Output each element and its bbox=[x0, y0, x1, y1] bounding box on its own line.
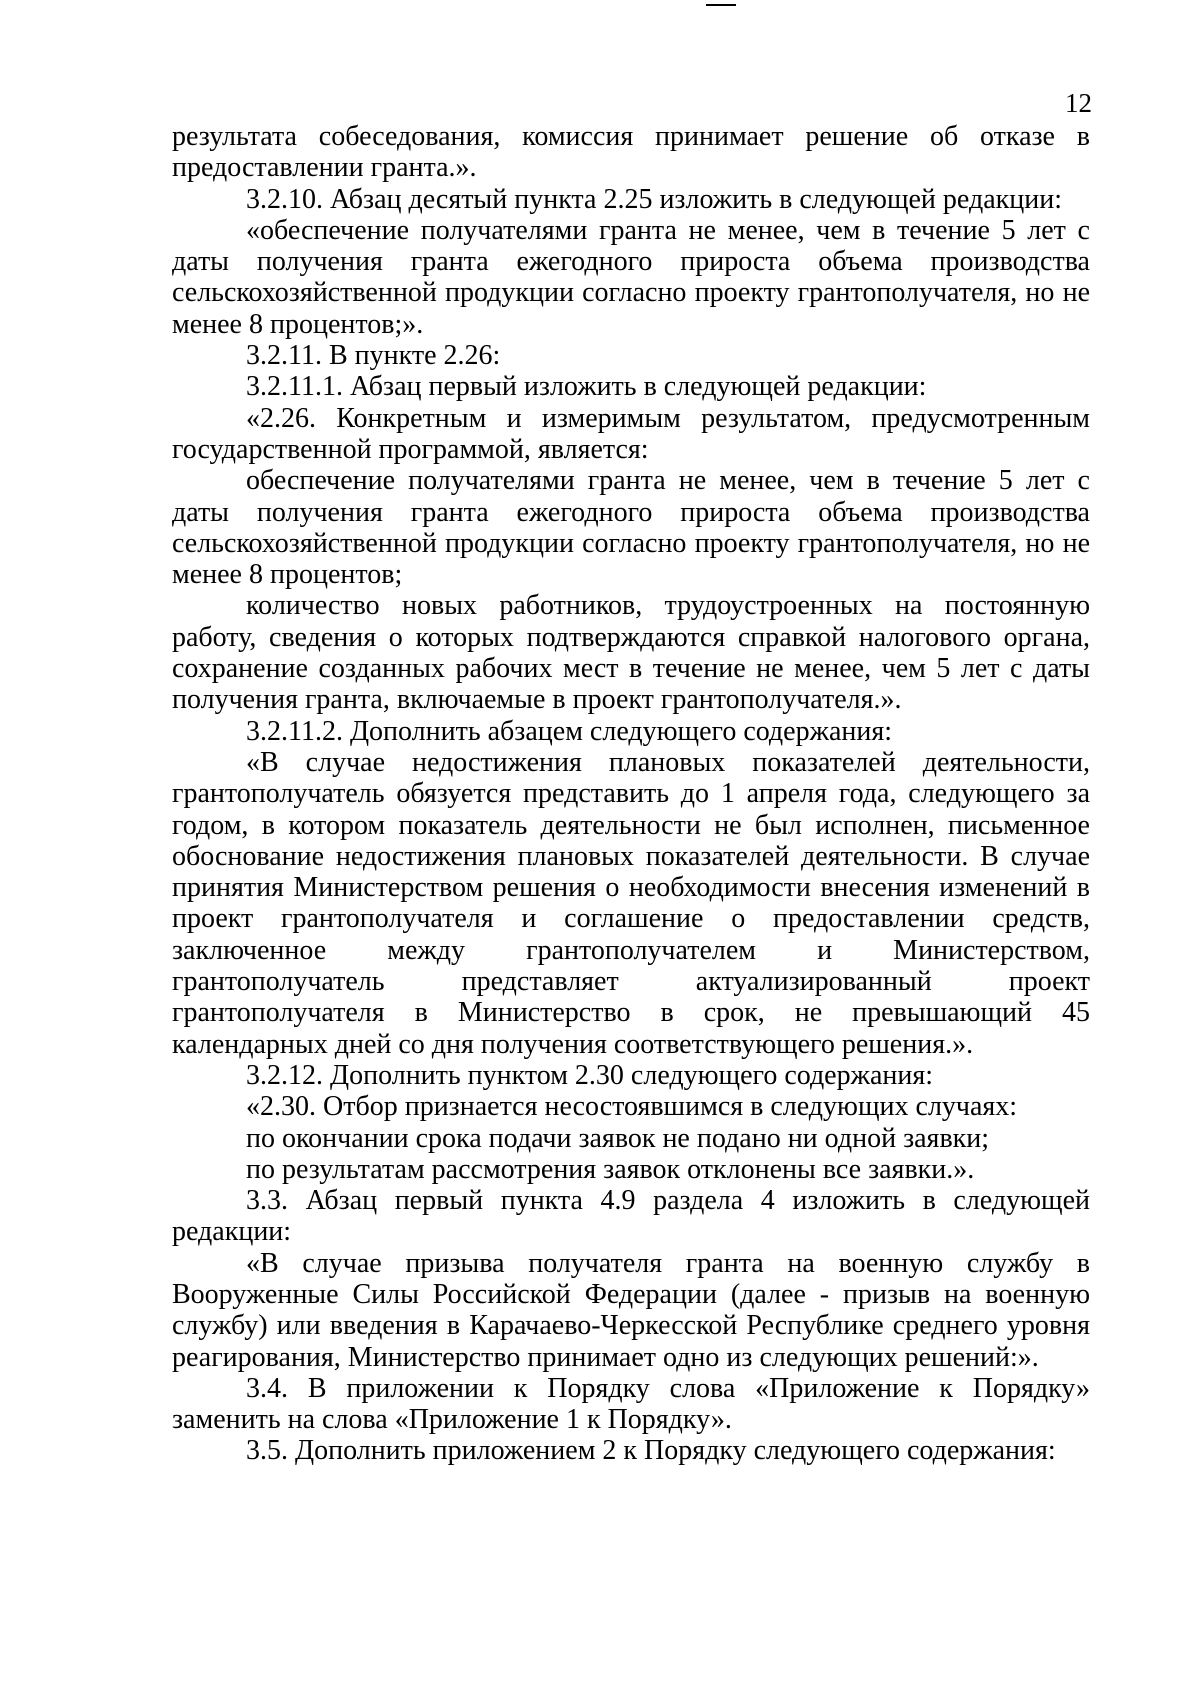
paragraph: обеспечение получателями гранта не менее, чем в течение 5 лет с даты получения гранта ежегодного прироста объема производства сельскохозяйственной продукции согласно проекту грантополучателя, но не менее 8 процентов; bbox=[172, 465, 1090, 591]
paragraph: 3.2.11.2. Дополнить абзацем следующего содержания: bbox=[246, 715, 893, 747]
paragraph: 3.2.10. Абзац десятый пункта 2.25 изложить в следующей редакции: bbox=[246, 183, 1062, 215]
paragraph: 3.5. Дополнить приложением 2 к Порядку следующего содержания: bbox=[246, 1435, 1056, 1467]
page-top-mark bbox=[706, 4, 736, 6]
paragraph: 3.2.11.1. Абзац первый изложить в следующей редакции: bbox=[246, 371, 927, 403]
paragraph: 3.4. В приложении к Порядку слова «Приложение к Порядку» заменить на слова «Приложение 1 к Порядку». bbox=[172, 1372, 1090, 1436]
paragraph: количество новых работников, трудоустроенных на постоянную работу, сведения о которых подтверждаются справкой налогового органа, сохранение созданных рабочих мест в течение не менее, чем 5 лет с даты получения гранта, включаемые в проект грантополучателя.». bbox=[172, 590, 1090, 716]
paragraph: «2.30. Отбор признается несостоявшимся в следующих случаях: bbox=[246, 1091, 1018, 1123]
paragraph: 3.2.11. В пункте 2.26: bbox=[246, 340, 501, 372]
page-number: 12 bbox=[1065, 88, 1092, 118]
paragraph: «В случае призыва получателя гранта на военную службу в Вооруженные Силы Российской Федерации (далее - призыв на военную службу) или введения в Карачаево-Черкесской Республике среднего уровня реагирования, Министерство принимает одно из следующих решений:». bbox=[172, 1247, 1090, 1373]
paragraph: результата собеседования, комиссия принимает решение об отказе в предоставлении гранта.». bbox=[172, 121, 1090, 184]
document-body bbox=[172, 121, 1090, 1467]
paragraph: «2.26. Конкретным и измеримым результатом, предусмотренным государственной программой, является: bbox=[172, 402, 1090, 465]
paragraph: «В случае недостижения плановых показателей деятельности, грантополучатель обязуется представить до 1 апреля года, следующего за годом, в котором показатель деятельности не был исполнен, письменное обоснование недостижения плановых показателей деятельности. В случае принятия Министерством решения о необходимости внесения изменений в проект грантополучателя и соглашение о предоставлении средств, заключенное между грантополучателем и Министерством, грантополучатель представляет актуализированный проект грантополучателя в Министерство в срок, не превышающий 45 календарных дней со дня получения соответствующего решения.». bbox=[172, 746, 1090, 1060]
paragraph: по окончании срока подачи заявок не подано ни одной заявки; bbox=[246, 1122, 990, 1154]
paragraph: 3.3. Абзац первый пункта 4.9 раздела 4 изложить в следующей редакции: bbox=[172, 1185, 1090, 1248]
paragraph: «обеспечение получателями гранта не менее, чем в течение 5 лет с даты получения гранта ежегодного прироста объема производства сельскохозяйственной продукции согласно проекту грантополучателя, но не менее 8 процентов;». bbox=[172, 214, 1090, 340]
paragraph: по результатам рассмотрения заявок отклонены все заявки.». bbox=[246, 1153, 975, 1185]
paragraph: 3.2.12. Дополнить пунктом 2.30 следующего содержания: bbox=[246, 1059, 934, 1091]
